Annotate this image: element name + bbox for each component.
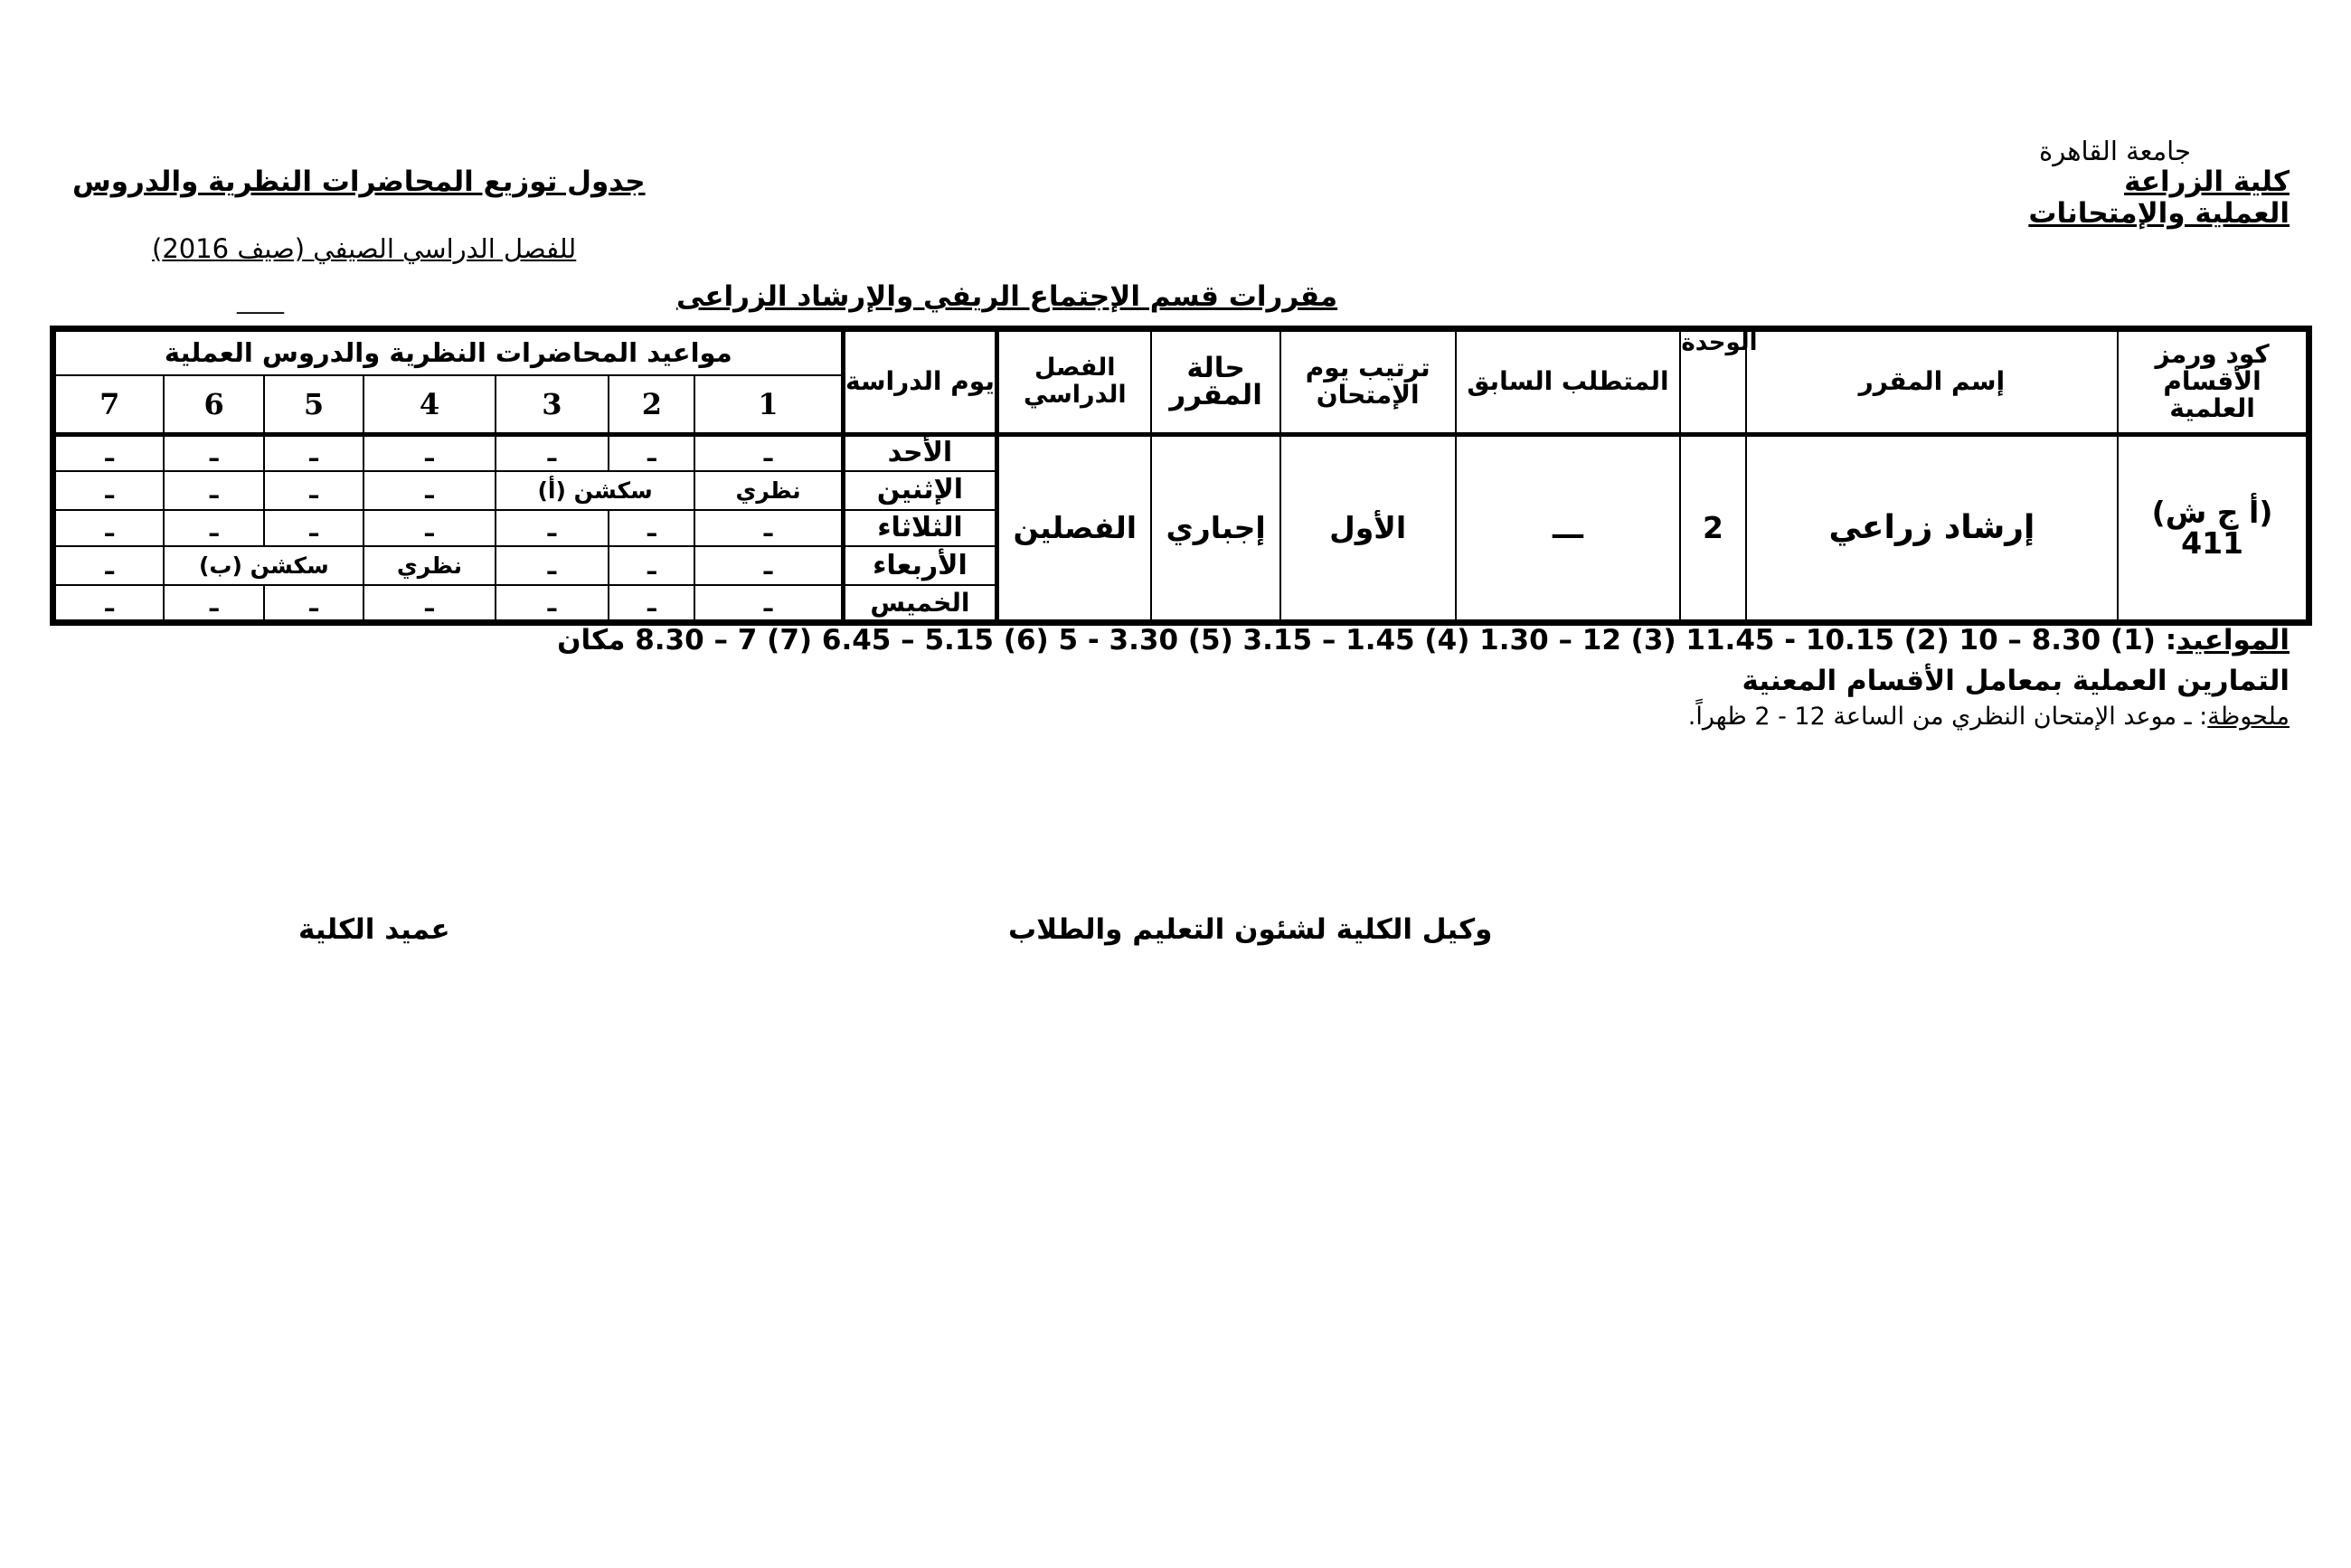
cell-thu-7: ـ (55, 585, 164, 620)
prerequisite-header: المتطلب السابق (1456, 331, 1681, 434)
cell-wed-7: ـ (55, 546, 164, 585)
cell-sun-4: ـ (364, 434, 496, 471)
exam-order-header: ترتيب يوم الإمتحان (1280, 331, 1456, 434)
cell-tue-5: ـ (264, 510, 364, 547)
university-name: جامعة القاهرة (2039, 136, 2191, 166)
cell-thu-1: ـ (694, 585, 843, 620)
units: 2 (1680, 434, 1745, 620)
semester-header: الفصل الدراسي (997, 331, 1152, 434)
cell-wed-2: ـ (609, 546, 694, 585)
cell-wed-3: ـ (496, 546, 609, 585)
note-end: . (1687, 703, 1696, 731)
course-name-header: إسم المقرر (1746, 331, 2118, 434)
cell-sun-6: ـ (164, 434, 263, 471)
note-label: ملحوظة (2207, 703, 2290, 731)
period-3-header: 3 (496, 375, 609, 434)
cell-thu-2: ـ (609, 585, 694, 620)
cell-sun-1: ـ (694, 434, 843, 471)
cell-sun-5: ـ (264, 434, 364, 471)
cell-thu-6: ـ (164, 585, 263, 620)
monday-section-a: سكشن (أ) (496, 471, 695, 510)
monday-theory: نظري (694, 471, 843, 510)
cell-wed-1: ـ (694, 546, 843, 585)
doc-title-line1: جدول توزيع المحاضرات النظرية والدروس (72, 165, 646, 198)
exam-time-note (1688, 703, 2290, 731)
cell-thu-3: ـ (496, 585, 609, 620)
period-4-header: 4 (364, 375, 496, 434)
course-status-header: حالة المقرر (1151, 331, 1280, 434)
note-text: : ـ موعد الإمتحان النظري من الساعة 12 - 2 ظهراً (1695, 703, 2208, 731)
cell-tue-7: ـ (55, 510, 164, 547)
vice-dean-signature: وكيل الكلية لشئون التعليم والطلاب (1008, 913, 1493, 946)
cell-tue-3: ـ (496, 510, 609, 547)
course-name: إرشاد زراعي (1746, 434, 2118, 620)
faculty-name: كلية الزراعة (2124, 165, 2290, 198)
period-2-header: 2 (609, 375, 694, 434)
course-code: (أ ج ش) 411 (2118, 434, 2307, 620)
times-line (557, 624, 2290, 656)
cell-thu-5: ـ (264, 585, 364, 620)
units-header: الوحدة (1680, 331, 1745, 434)
prerequisite: ـــ (1456, 434, 1681, 620)
doc-title-line2: العملية والإمتحانات (2028, 197, 2290, 230)
cell-thu-4: ـ (364, 585, 496, 620)
wednesday-theory: نظري (364, 546, 496, 585)
cell-tue-6: ـ (164, 510, 263, 547)
times-label: المواعيد (2176, 624, 2290, 656)
course-semester: الفصلين (997, 434, 1152, 620)
cell-sun-2: ـ (609, 434, 694, 471)
cell-tue-4: ـ (364, 510, 496, 547)
exam-order: الأول (1280, 434, 1456, 620)
course-status: إجباري (1151, 434, 1280, 620)
code-header: كود ورمز الأقسام العلمية (2118, 331, 2307, 434)
day-thursday: الخميس (843, 585, 997, 620)
dean-signature: عميد الكلية (298, 913, 450, 946)
day-monday: الإثنين (843, 471, 997, 510)
period-7-header: 7 (55, 375, 164, 434)
cell-mon-7: ـ (55, 471, 164, 510)
times-text: : (1) 8.30 – 10 (2) 10.15 - 11.45 (3) 12 – 1.30 (4) 1.45 – 3.15 (5) 3.30 - 5 (6) 5.15 – 6.45 (7) 7 – 8.30 مكان (557, 624, 2177, 656)
day-sunday: الأحد (843, 434, 997, 471)
schedule-group-header: مواعيد المحاضرات النظرية والدروس العملية (55, 331, 843, 375)
cell-mon-5: ـ (264, 471, 364, 510)
cell-tue-1: ـ (694, 510, 843, 547)
cell-sun-3: ـ (496, 434, 609, 471)
cell-mon-6: ـ (164, 471, 263, 510)
period-1-header: 1 (694, 375, 843, 434)
cell-sun-7: ـ (55, 434, 164, 471)
labs-note: التمارين العملية بمعامل الأقسام المعنية (1742, 665, 2290, 697)
semester-label: للفصل الدراسي الصيفي (صيف 2016) (152, 233, 577, 264)
period-6-header: 6 (164, 375, 263, 434)
blank-line: ____ (237, 288, 284, 315)
day-wednesday: الأربعاء (843, 546, 997, 585)
department-title: مقررات قسم الإجتماع الريفي والإرشاد الزراعى (676, 280, 1338, 313)
schedule-table (54, 330, 2308, 621)
day-header: يوم الدراسة (843, 331, 997, 434)
day-tuesday: الثلاثاء (843, 510, 997, 547)
cell-tue-2: ـ (609, 510, 694, 547)
cell-mon-4: ـ (364, 471, 496, 510)
period-5-header: 5 (264, 375, 364, 434)
wednesday-section-b: سكشن (ب) (164, 546, 364, 585)
